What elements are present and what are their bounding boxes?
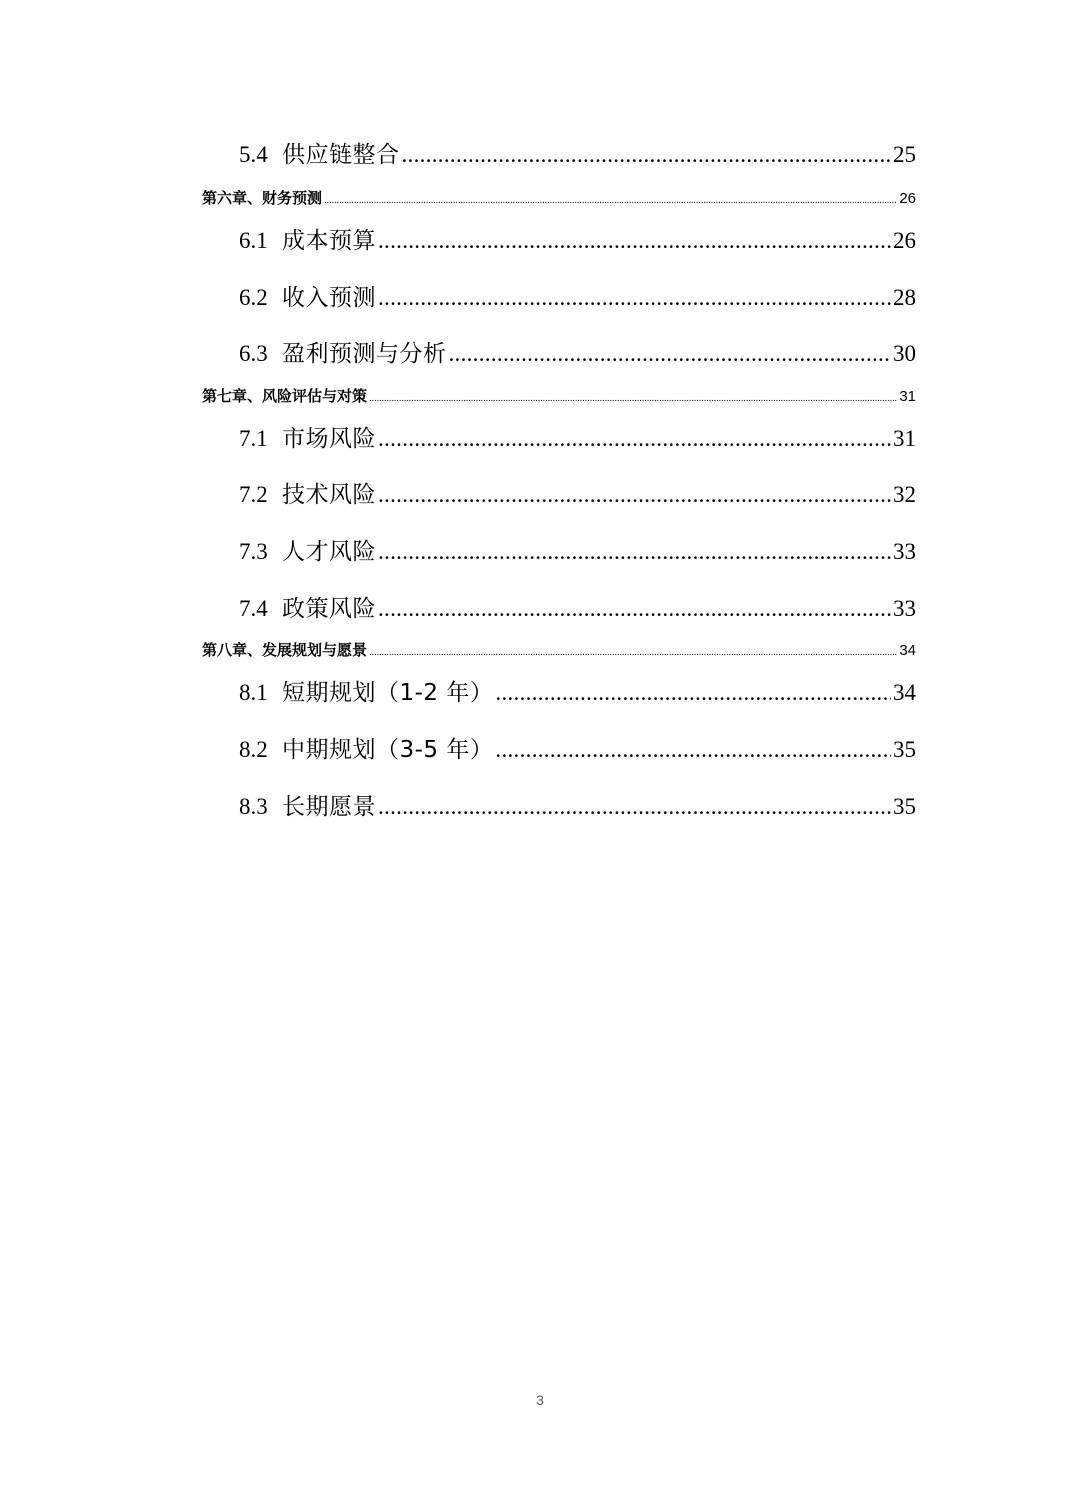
toc-entry-page: 26	[893, 228, 916, 253]
toc-entry-number: 5.4	[239, 142, 268, 167]
toc-entry-number: 6.3	[239, 341, 268, 366]
dot-leader	[449, 337, 892, 371]
toc-entry-title: 技术风险	[282, 482, 376, 508]
toc-entry-page: 28	[893, 285, 916, 310]
toc-entry-page: 31	[893, 426, 916, 451]
toc-entry-7-1[interactable]	[239, 422, 916, 456]
toc-entry-7-3[interactable]	[239, 535, 916, 569]
toc-entry-page: 30	[893, 341, 916, 366]
toc-chapter-title: 第七章、风险评估与对策	[202, 387, 368, 405]
toc-entry-page: 25	[893, 142, 916, 167]
toc-entry-title: 中期规划（3-5 年）	[282, 737, 494, 763]
dot-leader	[324, 190, 897, 209]
page-number: 3	[536, 1392, 544, 1408]
toc-entry-number: 8.3	[239, 794, 268, 819]
toc-entry-title: 收入预测	[282, 285, 376, 311]
toc-chapter-page: 31	[899, 388, 916, 405]
toc-entry-title: 盈利预测与分析	[282, 341, 447, 367]
toc-entry-number: 7.3	[239, 539, 268, 564]
dot-leader	[369, 642, 897, 661]
toc-entry-5-4[interactable]	[239, 138, 916, 172]
dot-leader	[402, 138, 892, 172]
toc-entry-6-3[interactable]	[239, 337, 916, 371]
dot-leader	[378, 422, 891, 456]
dot-leader	[378, 790, 891, 824]
toc-entry-page: 35	[893, 794, 916, 819]
toc-entry-title: 人才风险	[282, 539, 376, 565]
toc-chapter-8[interactable]	[202, 639, 916, 661]
toc-entry-8-2[interactable]	[239, 733, 916, 767]
toc-entry-number: 6.1	[239, 228, 268, 253]
toc-entry-number: 8.2	[239, 737, 268, 762]
toc-entry-title: 短期规划（1-2 年）	[282, 680, 494, 706]
toc-entry-number: 7.2	[239, 482, 268, 507]
dot-leader	[495, 676, 891, 710]
dot-leader	[378, 478, 891, 512]
toc-chapter-page: 26	[899, 190, 916, 207]
toc-entry-number: 7.1	[239, 426, 268, 451]
toc-entry-7-4[interactable]	[239, 592, 916, 626]
toc-entry-page: 33	[893, 596, 916, 621]
toc-entry-page: 34	[893, 680, 916, 705]
toc-entry-title: 长期愿景	[282, 794, 376, 820]
toc-entry-title: 市场风险	[282, 426, 376, 452]
toc-entry-number: 7.4	[239, 596, 268, 621]
toc-entry-6-2[interactable]	[239, 281, 916, 315]
toc-entry-title: 政策风险	[282, 596, 376, 622]
toc-entry-8-3[interactable]	[239, 790, 916, 824]
toc-entry-number: 6.2	[239, 285, 268, 310]
toc-entry-page: 33	[893, 539, 916, 564]
toc-entry-title: 供应链整合	[282, 142, 400, 168]
dot-leader	[378, 281, 891, 315]
toc-entry-6-1[interactable]	[239, 224, 916, 258]
toc-entry-number: 8.1	[239, 680, 268, 705]
toc-entry-8-1[interactable]	[239, 676, 916, 710]
dot-leader	[495, 733, 891, 767]
dot-leader	[378, 224, 891, 258]
toc-chapter-6[interactable]	[202, 187, 916, 209]
toc-entry-page: 35	[893, 737, 916, 762]
toc-chapter-7[interactable]	[202, 385, 916, 407]
toc-chapter-title: 第六章、财务预测	[202, 189, 323, 207]
dot-leader	[369, 388, 897, 407]
dot-leader	[378, 592, 891, 626]
toc-entry-7-2[interactable]	[239, 478, 916, 512]
dot-leader	[378, 535, 891, 569]
toc-entry-page: 32	[893, 482, 916, 507]
toc-entry-title: 成本预算	[282, 228, 376, 254]
toc-chapter-title: 第八章、发展规划与愿景	[202, 641, 368, 659]
toc-chapter-page: 34	[899, 642, 916, 659]
